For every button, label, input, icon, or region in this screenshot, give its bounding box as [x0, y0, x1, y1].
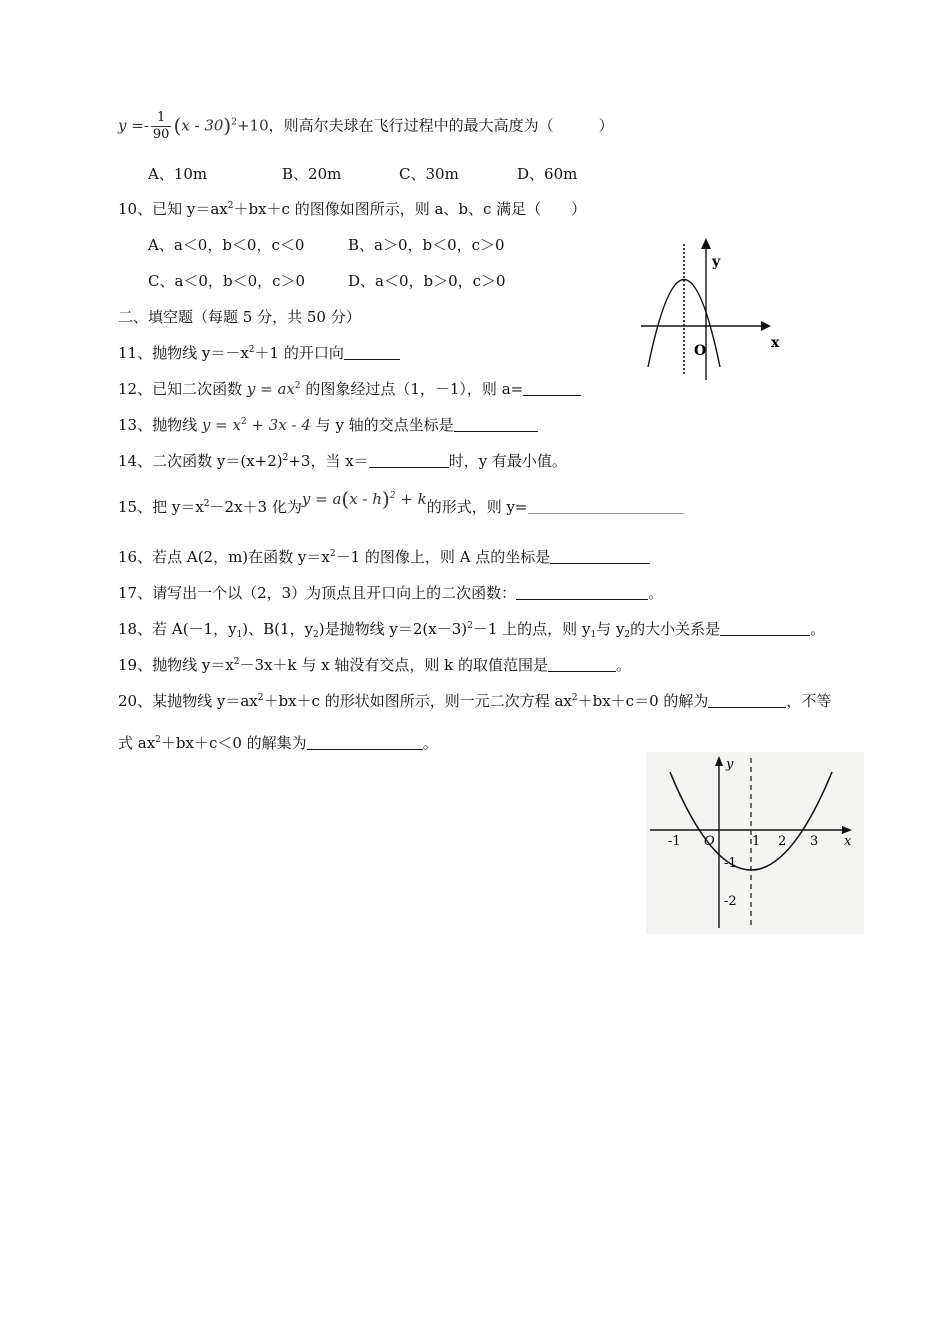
q20-x-tick-2: 2 — [778, 834, 787, 849]
q13 — [118, 415, 538, 435]
q18-sub2: 2 — [313, 630, 319, 640]
q10-origin-label: O — [694, 343, 707, 359]
q16-sup: 2 — [329, 549, 336, 559]
q9-exp: 2 — [231, 117, 237, 128]
q12-post: 的图象经过点（1，－1），则 a= — [300, 380, 524, 398]
q14-post: 时，y 有最小值。 — [448, 452, 567, 470]
q18-mid3: －1 上的点，则 y — [472, 620, 591, 638]
q9-inner: x - 30 — [181, 116, 224, 135]
q9-option-a: A、10m — [148, 165, 208, 183]
q15-formula-inner: x - h — [349, 490, 382, 508]
q20-sup: 2 — [257, 693, 264, 703]
q15-formula-sup: 2 — [389, 491, 396, 501]
left-paren: ( — [341, 487, 350, 511]
q18-answer-blank[interactable] — [720, 620, 810, 636]
left-paren: ( — [173, 113, 182, 138]
q9-y: y = — [118, 116, 144, 135]
q10-option-a: A、a＜0，b＜0，c＜0 — [148, 236, 305, 254]
q13-post: 与 y 轴的交点坐标是 — [310, 416, 454, 434]
q18-mid4: 与 y — [596, 620, 625, 638]
q20-y-tick-neg2: -2 — [724, 894, 737, 909]
q20-line2-sup: 2 — [155, 735, 161, 745]
q19-pre: 19、抛物线 y＝x — [118, 656, 234, 674]
q20-y-label: y — [726, 757, 734, 772]
q11-answer-blank[interactable] — [344, 344, 400, 360]
q14-pre: 14、二次函数 y＝(x+2) — [118, 452, 283, 470]
q18-mid1: )、B(1，y — [242, 620, 314, 638]
section-2-heading: 二、填空题（每题 5 分，共 50 分） — [118, 308, 361, 326]
q9-option-c: C、30m — [399, 165, 459, 183]
q12 — [118, 379, 581, 399]
q20-line2-pre: 式 ax — [118, 734, 156, 752]
q9-text: ，则高尔夫球在飞行过程中的最大高度为（ ） — [268, 116, 614, 135]
q20-x-tick-neg1: -1 — [668, 834, 681, 849]
q16-answer-blank[interactable] — [550, 548, 650, 564]
q15-formula-a: y = a — [301, 490, 342, 508]
q10-pre: 10、已知 y＝ax — [118, 200, 228, 218]
q20-sup2: 2 — [571, 693, 578, 703]
q15-post: 的形式，则 y= — [426, 498, 528, 516]
x-axis-arrow-icon — [761, 321, 771, 331]
q16-post: －1 的图像上，则 A 点的坐标是 — [335, 548, 551, 566]
q18-sup: 2 — [467, 621, 473, 631]
q13-formula2: + 3x - 4 — [246, 416, 311, 434]
q18-sub1: 1 — [236, 630, 243, 640]
q10-y-label: y — [712, 254, 721, 270]
q11-sup: 2 — [248, 345, 255, 355]
q18-sub3: 1 — [590, 630, 597, 640]
q9-minus: - — [143, 116, 149, 135]
q10-parabola-graph — [636, 232, 786, 382]
q14-mid: +3，当 x＝ — [288, 452, 369, 470]
q17-end: 。 — [648, 584, 664, 602]
y-axis-arrow-icon — [701, 238, 711, 249]
q20-x-tick-3: 3 — [810, 834, 819, 849]
q10-stem — [118, 199, 586, 219]
q19-answer-blank[interactable] — [548, 656, 616, 672]
q13-sup: 2 — [240, 417, 247, 427]
q13-answer-blank[interactable] — [454, 416, 538, 432]
right-paren: ) — [223, 113, 232, 138]
q19-post: －3x＋k 与 x 轴没有交点，则 k 的取值范围是 — [239, 656, 549, 674]
q9-frac-num: 1 — [151, 110, 172, 127]
q20-mid2: ＋bx＋c＝0 的解为 — [577, 692, 709, 710]
q9-frac-den: 90 — [152, 127, 170, 142]
q13-pre: 13、抛物线 — [118, 416, 202, 434]
q11-post: ＋1 的开口向 — [254, 344, 344, 362]
q10-post: ＋bx＋c 的图像如图所示，则 a、b、c 满足（ ） — [233, 200, 587, 218]
q16 — [118, 547, 650, 567]
q18-mid2: )是抛物线 y＝2(x－3) — [318, 620, 468, 638]
q10-sup: 2 — [227, 201, 234, 211]
q9-line — [118, 110, 614, 143]
q19 — [118, 655, 631, 675]
q17-text: 17、请写出一个以（2，3）为顶点且开口向上的二次函数： — [118, 584, 517, 602]
q17 — [118, 583, 663, 603]
q20-y-tick-neg1: -1 — [724, 856, 737, 871]
q18 — [118, 619, 825, 639]
q14 — [118, 451, 567, 471]
q10-option-c: C、a＜0，b＜0，c＞0 — [148, 272, 306, 290]
q18-end: 。 — [810, 620, 826, 638]
q15-mid: －2x＋3 化为 — [209, 498, 302, 516]
q11-pre: 11、抛物线 y＝－x — [118, 344, 249, 362]
q12-formula: y = ax — [246, 380, 295, 398]
q17-answer-blank[interactable] — [516, 584, 648, 600]
q18-pre: 18、若 A(－1，y — [118, 620, 237, 638]
q20-line1 — [118, 691, 831, 711]
q10-options-row1 — [148, 235, 505, 255]
q10-option-b: B、a＞0，b＜0，c＞0 — [348, 236, 505, 254]
q18-post: 的大小关系是 — [630, 620, 721, 638]
q15 — [118, 487, 684, 517]
q10-x-label: x — [771, 335, 780, 351]
q15-formula-k: + k — [395, 490, 427, 508]
q20-line2-post: ＋bx＋c＜0 的解集为 — [160, 734, 307, 752]
q20-mid: ＋bx＋c 的形状如图所示，则一元二次方程 ax — [263, 692, 572, 710]
q10-option-d: D、a＜0，b＞0，c＞0 — [348, 272, 506, 290]
q12-answer-blank[interactable] — [523, 380, 581, 396]
q13-formula: y = x — [201, 416, 241, 434]
q20-x-tick-1: 1 — [752, 834, 761, 849]
q20-line2 — [118, 733, 438, 753]
q15-formula — [301, 487, 427, 511]
q19-end: 。 — [616, 656, 632, 674]
q9-fraction — [151, 110, 172, 143]
q14-sup: 2 — [282, 453, 289, 463]
q16-pre: 16、若点 A(2，m)在函数 y＝x — [118, 548, 330, 566]
q20-x-label: x — [844, 834, 852, 849]
right-paren: ) — [381, 487, 390, 511]
q9-plus: +10 — [236, 116, 269, 135]
q12-sup: 2 — [294, 381, 301, 391]
q10-options-row2 — [148, 271, 506, 291]
q9-options — [148, 164, 577, 184]
q15-answer-blank[interactable] — [528, 498, 684, 514]
q15-sup: 2 — [203, 499, 210, 509]
q12-pre: 12、已知二次函数 — [118, 380, 247, 398]
q20-post: ，不等 — [786, 692, 832, 710]
q20-end: 。 — [422, 734, 438, 752]
q11 — [118, 343, 400, 363]
q18-sub4: 2 — [624, 630, 631, 640]
q9-option-d: D、60m — [517, 165, 578, 183]
q15-pre: 15、把 y＝x — [118, 498, 204, 516]
q20-solution-blank[interactable] — [708, 692, 786, 708]
q9-option-b: B、20m — [282, 165, 342, 183]
q20-pre: 20、某抛物线 y＝ax — [118, 692, 258, 710]
q20-origin-label: O — [704, 834, 715, 849]
q20-parabola-graph — [646, 752, 864, 934]
q20-solution-set-blank[interactable] — [307, 734, 423, 750]
q14-answer-blank[interactable] — [369, 452, 449, 468]
q19-sup: 2 — [233, 657, 240, 667]
